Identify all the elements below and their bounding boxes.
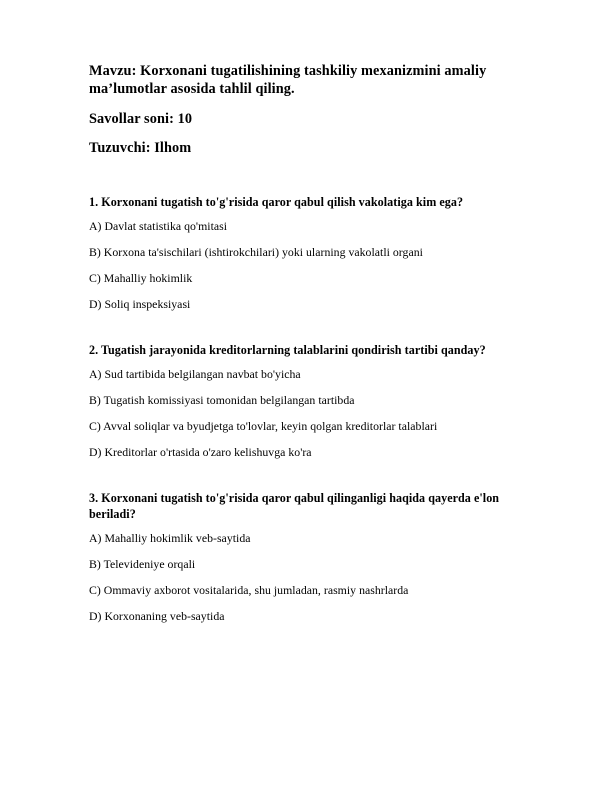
- question-2-option-c[interactable]: C) Avval soliqlar va byudjetga to'lovlar, keyin qolgan kreditorlar talablari: [89, 419, 438, 433]
- question-3-option-b[interactable]: B) Televideniye orqali: [89, 557, 196, 571]
- question-2-option-b[interactable]: B) Tugatish komissiyasi tomonidan belgilangan tartibda: [89, 393, 355, 407]
- question-heading-1: 1. Korxonani tugatish to'g'risida qaror qabul qilish vakolatiga kim ega?: [89, 195, 464, 209]
- question-block-1: [89, 194, 517, 312]
- question-block-2: [89, 342, 517, 460]
- question-3-option-d[interactable]: D) Korxonaning veb-saytida: [89, 609, 225, 623]
- author-line: Tuzuvchi: Ilhom: [89, 140, 192, 156]
- question-1-option-b[interactable]: B) Korxona ta'sischilari (ishtirokchilari) yoki ularning vakolatli organi: [89, 245, 423, 259]
- question-1-option-a[interactable]: A) Davlat statistika qo'mitasi: [89, 219, 228, 233]
- question-2-option-d[interactable]: D) Kreditorlar o'rtasida o'zaro kelishuvga ko'ra: [89, 445, 312, 459]
- question-count-line: Savollar soni: 10: [89, 111, 193, 127]
- question-block-3: [89, 490, 517, 624]
- document-title: Mavzu: Korxonani tugatilishining tashkiliy mexanizmini amaliy ma’lumotlar asosida tahlil qiling.: [89, 63, 487, 97]
- question-1-option-c[interactable]: C) Mahalliy hokimlik: [89, 271, 193, 285]
- header-spacer: [89, 168, 517, 194]
- question-heading-3: 3. Korxonani tugatish to'g'risida qaror qabul qilinganligi haqida qayerda e'lon beriladi?: [89, 491, 500, 521]
- question-1-option-d[interactable]: D) Soliq inspeksiyasi: [89, 297, 191, 311]
- question-3-option-c[interactable]: C) Ommaviy axborot vositalarida, shu jumladan, rasmiy nashrlarda: [89, 583, 409, 597]
- question-2-option-a[interactable]: A) Sud tartibida belgilangan navbat bo'yicha: [89, 367, 301, 381]
- question-heading-2: 2. Tugatish jarayonida kreditorlarning talablarini qondirish tartibi qanday?: [89, 343, 486, 357]
- document-content: [89, 62, 517, 624]
- question-3-option-a[interactable]: A) Mahalliy hokimlik veb-saytida: [89, 531, 251, 545]
